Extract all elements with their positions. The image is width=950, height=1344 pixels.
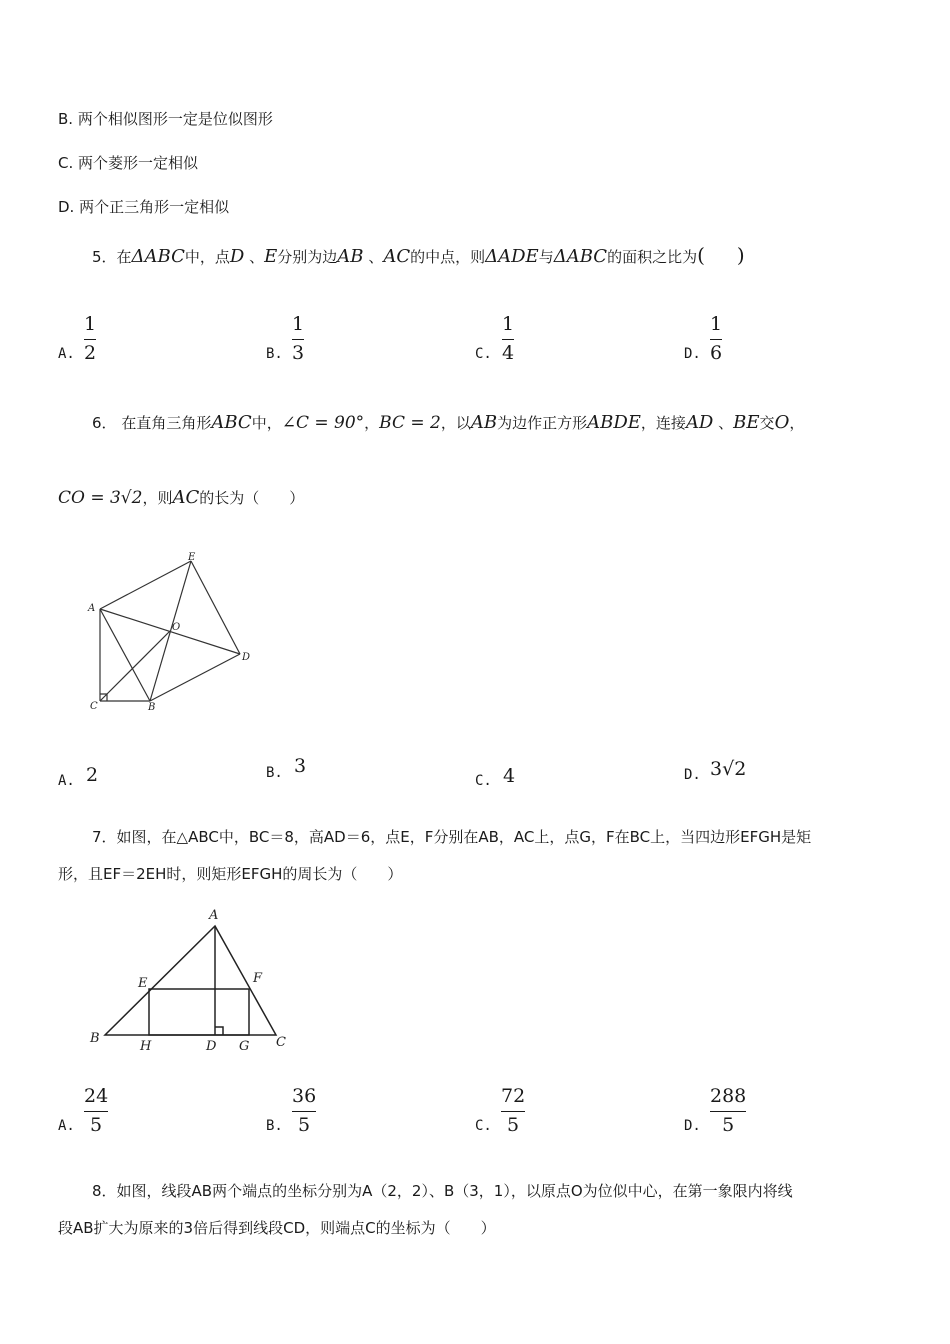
q4-option-b: B. 两个相似图形一定是位似图形 <box>58 110 273 128</box>
q6-option-c-label: C. <box>475 773 492 789</box>
q6-option-a-label: A. <box>58 773 75 789</box>
q7-option-a-fraction <box>84 1086 108 1137</box>
q6-text: 在直角三角形 <box>121 414 212 432</box>
q5-triangle-abc-2: ΔABC <box>553 246 608 267</box>
q6-text: 为边作正方形 <box>497 414 588 432</box>
label-b: B <box>90 1031 100 1046</box>
q6-option-d-label: D. <box>684 767 701 783</box>
q7-option-b-label: B. <box>266 1118 283 1134</box>
q5-side-ab: AB <box>337 246 364 267</box>
q5-option-c-fraction <box>502 314 514 365</box>
q7-stem-line1: 7．如图，在△ABC中，BC＝8，高AD＝6，点E，F分别在AB，AC上，点G，F在BC上，当四边形EFGH是矩 <box>92 828 812 846</box>
q6-segment-be: BE <box>733 412 760 433</box>
q6-option-b-label: B. <box>266 765 283 781</box>
fraction-denominator: 6 <box>710 341 723 364</box>
q5-point-e: E <box>264 246 278 267</box>
q7-option-a-label: A. <box>58 1118 75 1134</box>
fraction-denominator: 5 <box>507 1113 520 1136</box>
diagonal-be <box>150 561 191 701</box>
fraction-numerator: 1 <box>710 313 723 335</box>
q5-text: 与 <box>538 248 554 266</box>
q6-option-d-value: 3√2 <box>710 758 747 780</box>
q6-option-b-value: 3 <box>294 755 307 777</box>
q7-option-c-fraction <box>501 1086 525 1137</box>
label-a: A <box>209 908 219 923</box>
fraction-numerator: 1 <box>84 313 97 335</box>
q7-figure <box>86 902 296 1052</box>
q6-text: ，以 <box>440 414 471 432</box>
q7-option-b-fraction <box>292 1086 316 1137</box>
fraction-numerator: 1 <box>292 313 305 335</box>
q6-side-ac: AC <box>172 487 200 508</box>
label-e: E <box>188 552 196 563</box>
q6-text: ， <box>789 414 805 432</box>
q6-square-abde: ABDE <box>587 412 641 433</box>
q5-number: 5．在 <box>92 248 132 266</box>
fraction-denominator: 3 <box>292 341 305 364</box>
label-d: D <box>206 1039 217 1052</box>
q5-option-d-fraction <box>710 314 722 365</box>
segment-db <box>150 654 240 701</box>
q8-stem-line1: 8．如图，线段AB两个端点的坐标分别为A（2，2）、B（3，1），以原点O为位似中心，在第一象限内将线 <box>92 1182 793 1200</box>
right-angle-mark <box>215 1027 223 1035</box>
q6-stem-line1 <box>92 408 804 438</box>
q6-triangle-abc: ABC <box>211 412 252 433</box>
q6-text: 交 <box>759 414 775 432</box>
q6-option-c-value: 4 <box>503 765 516 787</box>
fraction-denominator: 5 <box>90 1113 103 1136</box>
q6-text: 、 <box>718 414 734 432</box>
q6-text: 的长为（ ） <box>199 489 305 507</box>
q6-figure <box>80 548 270 718</box>
q6-text: ，连接 <box>640 414 686 432</box>
label-e: E <box>138 976 148 991</box>
q5-point-d: D <box>229 246 245 267</box>
q5-text: 的中点，则 <box>410 248 486 266</box>
fraction-denominator: 4 <box>502 341 515 364</box>
q6-option-a-value: 2 <box>86 764 99 786</box>
q5-side-ac: AC <box>383 246 411 267</box>
q6-side-ab: AB <box>470 412 498 433</box>
label-f: F <box>253 971 263 986</box>
q6-text: ， <box>364 414 380 432</box>
fraction-numerator: 72 <box>501 1085 526 1107</box>
label-d: D <box>242 652 251 663</box>
fraction-denominator: 5 <box>298 1113 311 1136</box>
q6-text: ，则 <box>142 489 173 507</box>
fraction-numerator: 288 <box>710 1085 747 1107</box>
q5-option-a-label: A. <box>58 346 75 362</box>
rectangle-efgh <box>149 989 249 1035</box>
q6-co-length: CO = 3√2 <box>58 488 143 508</box>
label-b: B <box>148 702 156 713</box>
q5-text: 中，点 <box>184 248 230 266</box>
fraction-numerator: 1 <box>502 313 515 335</box>
q5-paren-open: ( <box>697 243 705 267</box>
q6-bc-length: BC = 2 <box>379 413 441 433</box>
label-a: A <box>88 603 96 614</box>
q8-stem-line2: 段AB扩大为原来的3倍后得到线段CD，则端点C的坐标为（ ） <box>58 1219 496 1237</box>
q5-text: 的面积之比为 <box>607 248 698 266</box>
q7-option-c-label: C. <box>475 1118 492 1134</box>
fraction-denominator: 5 <box>722 1113 735 1136</box>
q5-option-c-label: C. <box>475 346 492 362</box>
q5-triangle-ade: ΔADE <box>485 246 539 267</box>
q5-option-b-label: B. <box>266 346 283 362</box>
q6-stem-line2 <box>58 483 304 513</box>
segment-ae <box>100 561 191 609</box>
label-h: H <box>140 1039 152 1052</box>
label-o: O <box>172 622 181 633</box>
segment-co <box>100 631 170 701</box>
q5-stem <box>92 240 745 272</box>
q4-option-c: C. 两个菱形一定相似 <box>58 154 199 172</box>
q5-text: 、 <box>368 248 384 266</box>
q4-option-d: D. 两个正三角形一定相似 <box>58 198 230 216</box>
label-c: C <box>276 1035 286 1050</box>
q7-option-d-fraction <box>710 1086 746 1137</box>
q7-option-d-label: D. <box>684 1118 701 1134</box>
q5-paren-close: ) <box>736 243 745 267</box>
q6-point-o: O <box>774 412 790 433</box>
triangle-abc <box>105 926 276 1035</box>
q7-stem-line2: 形，且EF＝2EH时，则矩形EFGH的周长为（ ） <box>58 865 403 883</box>
q5-text: 分别为边 <box>277 248 338 266</box>
q5-option-a-fraction <box>84 314 96 365</box>
q5-triangle-abc: ΔABC <box>131 246 185 267</box>
q6-number: 6． <box>92 414 117 432</box>
fraction-denominator: 2 <box>84 341 97 364</box>
q5-text: 、 <box>249 248 265 266</box>
q6-segment-ad: AD <box>685 412 714 433</box>
q5-option-b-fraction <box>292 314 304 365</box>
fraction-numerator: 36 <box>292 1085 317 1107</box>
q6-angle-c: ∠C = 90° <box>281 413 365 433</box>
label-g: G <box>239 1039 250 1052</box>
label-c: C <box>90 701 98 712</box>
q6-text: 中， <box>251 414 282 432</box>
q5-option-d-label: D. <box>684 346 701 362</box>
fraction-numerator: 24 <box>84 1085 109 1107</box>
